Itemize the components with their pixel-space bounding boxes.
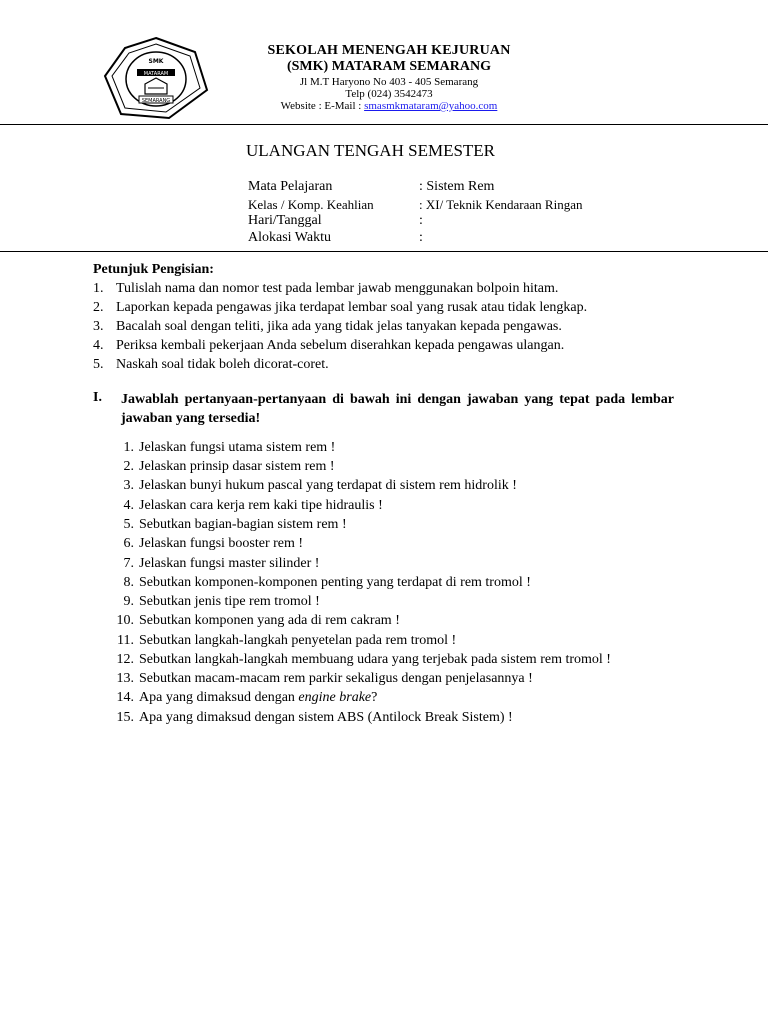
info-value-subject: : Sistem Rem (419, 179, 495, 194)
info-label-class: Kelas / Komp. Keahlian (248, 197, 374, 212)
school-contact (230, 101, 548, 112)
school-phone: Telp (024) 3542473 (345, 88, 433, 100)
info-value-class: : XI/ Teknik Kendaraan Ringan (419, 197, 583, 212)
info-label-day: Hari/Tanggal (248, 213, 322, 228)
web-label: Website : E-Mail : (280, 100, 365, 112)
school-name-line2: (SMK) MATARAM SEMARANG (286, 59, 491, 74)
info-value-day: : (419, 213, 423, 228)
school-logo (103, 36, 209, 120)
info-divider (0, 251, 768, 252)
info-value-time: : (419, 230, 423, 245)
header-divider (0, 124, 768, 125)
logo-bottom-text: SEMARANG (141, 98, 171, 104)
section-instruction: Jawablah pertanyaan-pertanyaan di bawah ini dengan jawaban yang tepat pada lembar jawaban yang tersedia! (121, 392, 674, 426)
logo-middle-text: MATARAM (143, 71, 169, 77)
logo-top-text: SMK (148, 58, 164, 65)
exam-title: ULANGAN TENGAH SEMESTER (246, 141, 496, 160)
school-address: Jl M.T Haryono No 403 - 405 Semarang (299, 76, 479, 88)
info-label-subject: Mata Pelajaran (248, 179, 333, 194)
email-link[interactable]: smasmkmataram@yahoo.com (364, 100, 498, 112)
info-label-time: Alokasi Waktu (248, 230, 331, 245)
section-number: I. (93, 390, 102, 405)
instructions-title: Petunjuk Pengisian: (93, 262, 214, 277)
school-name-line1: SEKOLAH MENENGAH KEJURUAN (267, 43, 511, 58)
